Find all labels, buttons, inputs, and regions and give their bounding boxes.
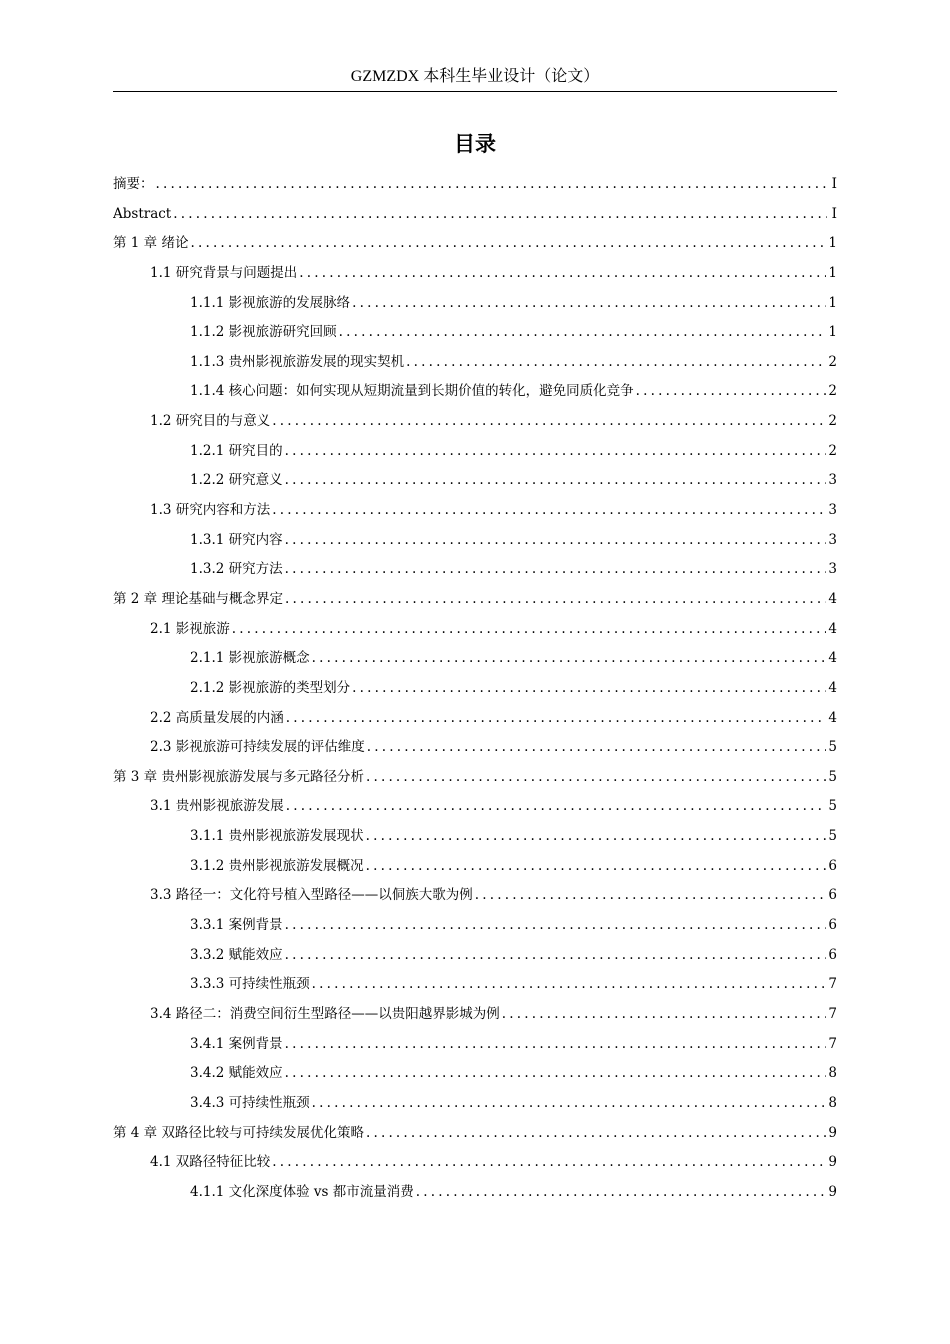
toc-dot-leader [272,1148,826,1178]
toc-entry-page: 1 [828,294,837,311]
toc-entry-page: 9 [828,1183,837,1200]
toc-dot-leader [285,466,827,496]
toc-entry[interactable] [113,792,837,822]
toc-entry-label: Abstract [113,205,172,222]
toc-entry[interactable] [113,1030,837,1060]
toc-entry-page: 7 [828,1005,837,1022]
toc-entry-label: 第 2 章 理论基础与概念界定 [113,590,283,607]
table-of-contents [113,170,837,1207]
toc-entry-label: 3.1 贵州影视旅游发展 [150,798,284,815]
toc-entry[interactable] [113,1119,837,1149]
toc-entry[interactable] [113,822,837,852]
toc-entry-page: 6 [828,946,837,963]
toc-entry[interactable] [113,526,837,556]
toc-entry[interactable] [113,555,837,585]
toc-entry-label: 3.4 路径二：消费空间衍生型路径——以贵阳越界影城为例 [150,1005,500,1022]
toc-entry-label: 1.2 研究目的与意义 [150,413,271,430]
toc-entry-page: 5 [828,739,837,756]
toc-entry-page: 4 [828,590,837,607]
toc-entry[interactable] [113,407,837,437]
toc-entry-label: 1.1.1 影视旅游的发展脉络 [190,294,351,311]
toc-entry-page: 5 [828,768,837,785]
toc-dot-leader [286,704,827,734]
toc-dot-leader [312,970,827,1000]
toc-dot-leader [272,496,826,526]
toc-entry-label: 3.3.2 赋能效应 [190,946,283,963]
toc-dot-leader [366,1119,826,1149]
toc-dot-leader [285,1059,827,1089]
toc-entry[interactable] [113,1000,837,1030]
toc-entry[interactable] [113,1148,837,1178]
toc-entry[interactable] [113,496,837,526]
toc-entry-page: 1 [828,264,837,281]
toc-entry[interactable] [113,1059,837,1089]
toc-dot-leader [366,763,826,793]
toc-dot-leader [286,792,827,822]
toc-entry-page: I [831,176,837,192]
toc-dot-leader [285,526,827,556]
toc-entry-page: 2 [828,383,837,400]
toc-entry-label: 1.2.2 研究意义 [190,472,283,489]
toc-dot-leader [285,911,827,941]
toc-dot-leader [367,733,827,763]
toc-entry[interactable] [113,852,837,882]
toc-dot-leader [339,318,827,348]
toc-entry-page: 6 [828,917,837,934]
toc-entry[interactable] [113,200,837,230]
toc-entry-page: 3 [828,472,837,489]
toc-entry[interactable] [113,941,837,971]
toc-entry-label: 3.4.3 可持续性瓶颈 [190,1094,310,1111]
toc-entry[interactable] [113,911,837,941]
toc-dot-leader [285,555,827,585]
page-header: GZMZDX 本科生毕业设计（论文） [350,68,600,85]
toc-dot-leader [636,377,827,407]
toc-entry-page: 6 [828,887,837,904]
toc-entry[interactable] [113,970,837,1000]
toc-entry-label: 2.1.1 影视旅游概念 [190,650,310,667]
toc-entry[interactable] [113,229,837,259]
toc-dot-leader [156,170,828,200]
toc-entry-page: 1 [828,235,837,252]
toc-entry-page: I [831,205,837,222]
toc-entry[interactable] [113,763,837,793]
toc-entry-page: 7 [828,976,837,993]
toc-entry-label: 4.1 双路径特征比较 [150,1154,271,1171]
toc-entry[interactable] [113,585,837,615]
toc-entry-label: 2.1.2 影视旅游的类型划分 [190,679,351,696]
toc-entry[interactable] [113,615,837,645]
toc-entry[interactable] [113,704,837,734]
toc-entry-label: 1.3.1 研究内容 [190,531,283,548]
toc-entry-page: 4 [828,650,837,667]
toc-entry-page: 4 [828,709,837,726]
toc-title: 目录 [454,132,496,156]
header-rule [113,91,837,92]
toc-entry-page: 2 [828,353,837,370]
toc-entry[interactable] [113,348,837,378]
toc-dot-leader [285,1030,827,1060]
toc-entry-label: 1.3.2 研究方法 [190,561,283,578]
toc-entry-label: 1.3 研究内容和方法 [150,502,271,519]
toc-entry[interactable] [113,1089,837,1119]
toc-entry-page: 2 [828,413,837,430]
toc-entry-label: 第 4 章 双路径比较与可持续发展优化策略 [113,1124,364,1141]
toc-entry-page: 6 [828,857,837,874]
toc-entry-label: 1.1.4 核心问题：如何实现从短期流量到长期价值的转化，避免同质化竞争 [190,383,634,400]
toc-entry[interactable] [113,733,837,763]
toc-dot-leader [272,407,826,437]
toc-dot-leader [299,259,826,289]
toc-entry[interactable] [113,881,837,911]
toc-dot-leader [366,822,827,852]
toc-entry-label: 1.1.2 影视旅游研究回顾 [190,324,337,341]
toc-dot-leader [406,348,826,378]
toc-entry-label: 3.1.1 贵州影视旅游发展现状 [190,828,364,845]
toc-dot-leader [475,881,827,911]
toc-entry-page: 9 [828,1154,837,1171]
toc-entry-page: 4 [828,679,837,696]
toc-entry-page: 4 [828,620,837,637]
toc-entry-page: 5 [828,828,837,845]
toc-entry[interactable] [113,466,837,496]
toc-entry-label: 1.2.1 研究目的 [190,442,283,459]
toc-entry[interactable] [113,259,837,289]
toc-dot-leader [190,229,826,259]
toc-entry-label: 3.1.2 贵州影视旅游发展概况 [190,857,364,874]
toc-entry-label: 第 3 章 贵州影视旅游发展与多元路径分析 [113,768,364,785]
toc-entry-label: 3.3.1 案例背景 [190,917,283,934]
toc-entry-page: 1 [828,324,837,341]
toc-entry-label: 3.4.2 赋能效应 [190,1065,283,1082]
toc-entry-label: 3.4.1 案例背景 [190,1035,283,1052]
toc-entry-page: 2 [828,442,837,459]
toc-entry-page: 3 [828,531,837,548]
toc-dot-leader [416,1178,827,1208]
toc-dot-leader [502,1000,827,1030]
toc-dot-leader [352,289,826,319]
toc-entry-page: 3 [828,502,837,519]
toc-dot-leader [285,941,827,971]
toc-dot-leader [352,674,826,704]
toc-entry-label: 摘要： [113,176,154,192]
toc-entry-page: 8 [828,1065,837,1082]
toc-dot-leader [312,644,827,674]
toc-entry[interactable] [113,674,837,704]
toc-dot-leader [232,615,827,645]
toc-entry-label: 2.1 影视旅游 [150,620,230,637]
toc-entry[interactable] [113,377,837,407]
toc-entry[interactable] [113,318,837,348]
toc-entry[interactable] [113,170,837,200]
toc-entry-page: 7 [828,1035,837,1052]
toc-entry-page: 3 [828,561,837,578]
toc-dot-leader [173,200,827,230]
toc-entry-page: 8 [828,1094,837,1111]
toc-entry-label: 2.3 影视旅游可持续发展的评估维度 [150,739,365,756]
toc-entry[interactable] [113,289,837,319]
toc-entry-page: 9 [828,1124,837,1141]
toc-entry-page: 5 [828,798,837,815]
toc-entry-label: 4.1.1 文化深度体验 vs 都市流量消费 [190,1183,414,1200]
toc-dot-leader [285,585,826,615]
toc-entry-label: 1.1 研究背景与问题提出 [150,264,298,281]
toc-entry-label: 第 1 章 绪论 [113,235,189,252]
toc-entry-label: 2.2 高质量发展的内涵 [150,709,284,726]
toc-entry[interactable] [113,437,837,467]
toc-entry-label: 1.1.3 贵州影视旅游发展的现实契机 [190,353,405,370]
toc-entry[interactable] [113,644,837,674]
toc-entry-label: 3.3.3 可持续性瓶颈 [190,976,310,993]
toc-entry-label: 3.3 路径一：文化符号植入型路径——以侗族大歌为例 [150,887,473,904]
toc-dot-leader [366,852,827,882]
toc-dot-leader [285,437,827,467]
toc-entry[interactable] [113,1178,837,1208]
toc-dot-leader [312,1089,827,1119]
